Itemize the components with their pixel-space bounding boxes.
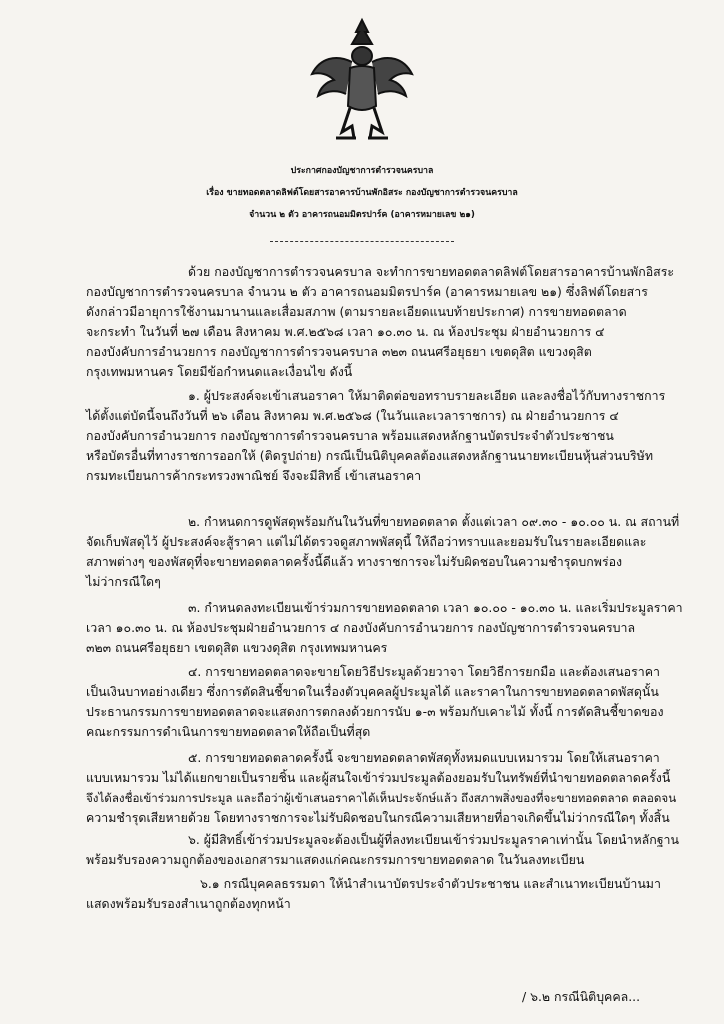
announcement-title: ประกาศกองบัญชาการตำรวจนครบาล xyxy=(290,166,434,176)
body-line: ๖.๑ กรณีบุคคลธรรมดา ให้นำสำเนาบัตรประจำตัวประชาชน และสำเนาทะเบียนบ้านมา xyxy=(200,876,661,891)
body-line: ๒. กำหนดการดูพัสดุพร้อมกันในวันที่ขายทอดตลาด ตั้งแต่เวลา ๐๙.๓๐ - ๑๐.๐๐ น. ณ สถานที่ xyxy=(188,514,680,529)
announcement-header xyxy=(0,160,724,226)
body-line: ไม่ว่ากรณีใดๆ xyxy=(86,574,161,589)
body-line: กรุงเทพมหานคร โดยมีข้อกำหนดและเงื่อนไข ดังนี้ xyxy=(86,364,353,379)
body-line: สภาพต่างๆ ของพัสดุที่จะขายทอดตลาดครั้งนี้ดีแล้ว ทางราชการจะไม่รับผิดชอบในความชำรุดบกพร่อง xyxy=(86,554,623,569)
announcement-subject-line-1: เรื่อง ขายทอดตลาดลิฟต์โดยสารอาคารบ้านพักอิสระ กองบัญชาการตำรวจนครบาล xyxy=(206,188,518,198)
announcement-subject-line-2: จำนวน ๒ ตัว อาคารถนอมมิตรปาร์ค (อาคารหมายเลข ๒๑) xyxy=(249,210,475,220)
garuda-emblem-icon xyxy=(306,14,418,148)
body-line: ประธานกรรมการขายทอดตลาดจะแสดงการตกลงด้วยการนับ ๑-๓ พร้อมกับเคาะไม้ ทั้งนี้ การตัดสินชี้ขาดของ xyxy=(86,704,664,719)
body-line: กองบังคับการอำนวยการ กองบัญชาการตำรวจนครบาล พร้อมแสดงหลักฐานบัตรประจำตัวประชาชน xyxy=(86,428,614,443)
body-line: กรมทะเบียนการค้ากระทรวงพาณิชย์ จึงจะมีสิทธิ์ เข้าเสนอราคา xyxy=(86,468,422,483)
header-divider xyxy=(270,241,454,242)
body-line: คณะกรรมการดำเนินการขายทอดตลาดให้ถือเป็นที่สุด xyxy=(86,724,371,739)
body-line: จะกระทำ ในวันที่ ๒๗ เดือน สิงหาคม พ.ศ.๒๕๖๘ เวลา ๑๐.๓๐ น. ณ ห้องประชุม ฝ่ายอำนวยการ ๔ xyxy=(86,324,605,339)
body-line: หรือบัตรอื่นที่ทางราชการออกให้ (ติดรูปถ่าย) กรณีเป็นนิติบุคคลต้องแสดงหลักฐานนายทะเบียนหุ้นส่วนบริษัท xyxy=(86,448,654,463)
body-line: เวลา ๑๐.๓๐ น. ณ ห้องประชุมฝ่ายอำนวยการ ๔ กองบังคับการอำนวยการ กองบัญชาการตำรวจนครบาล xyxy=(86,620,636,635)
body-line: พร้อมรับรองความถูกต้องของเอกสารมาแสดงแก่คณะกรรมการขายทอดตลาด ในวันลงทะเบียน xyxy=(86,852,585,867)
body-line: จึงได้ลงชื่อเข้าร่วมการประมูล และถือว่าผู้เข้าเสนอราคาได้เห็นประจักษ์แล้ว ถึงสภาพสิ่งของที่จะขายทอดตลาด ตลอดจน xyxy=(86,791,677,805)
body-line: ดังกล่าวมีอายุการใช้งานมานานและเสื่อมสภาพ (ตามรายละเอียดแนบท้ายประกาศ) การขายทอดตลาด xyxy=(86,304,627,319)
body-line: แบบเหมารวม ไม่ได้แยกขายเป็นรายชิ้น และผู้สนใจเข้าร่วมประมูลต้องยอมรับในทรัพย์ที่นำขายทอดตลาดครั้งนี้ xyxy=(86,770,671,785)
body-line: ด้วย กองบัญชาการตำรวจนครบาล จะทำการขายทอดตลาดลิฟต์โดยสารอาคารบ้านพักอิสระ xyxy=(188,264,675,279)
body-line: แสดงพร้อมรับรองสำเนาถูกต้องทุกหน้า xyxy=(86,896,291,911)
body-line: ๖. ผู้มีสิทธิ์เข้าร่วมประมูลจะต้องเป็นผู้ที่ลงทะเบียนเข้าร่วมประมูลราคาเท่านั้น โดยนำหลักฐาน xyxy=(188,832,679,847)
body-line: กองบังคับการอำนวยการ กองบัญชาการตำรวจนครบาล ๓๒๓ ถนนศรีอยุธยา เขตดุสิต แขวงดุสิต xyxy=(86,344,592,359)
body-line: ๑. ผู้ประสงค์จะเข้าเสนอราคา ให้มาติดต่อขอทราบรายละเอียด และลงชื่อไว้กับทางราชการ xyxy=(188,388,666,403)
body-line: จัดเก็บพัสดุไว้ ผู้ประสงค์จะสู้ราคา แต่ไม่ได้ตรวจดูสภาพพัสดุนี้ ให้ถือว่าทราบและยอมรับในรายละเอียดและ xyxy=(86,534,647,549)
body-line: ได้ตั้งแต่บัดนี้จนถึงวันที่ ๒๖ เดือน สิงหาคม พ.ศ.๒๕๖๘ (ในวันและเวลาราชการ) ณ ฝ่ายอำนวยการ ๔ xyxy=(86,408,619,423)
body-line: ๕. การขายทอดตลาดครั้งนี้ จะขายทอดตลาดพัสดุทั้งหมดแบบเหมารวม โดยให้เสนอราคา xyxy=(188,750,660,765)
body-line: ความชำรุดเสียหายด้วย โดยทางราชการจะไม่รับผิดชอบในกรณีความเสียหายที่อาจเกิดขึ้นไม่ว่ากรณีใดๆ ทั้งสิ้น xyxy=(86,810,670,825)
body-line: เป็นเงินบาทอย่างเดียว ซึ่งการตัดสินชี้ขาดในเรื่องตัวบุคคลผู้ประมูลได้ และราคาในการขายทอดตลาดพัสดุนั้น xyxy=(86,684,659,699)
body-line: ๓๒๓ ถนนศรีอยุธยา เขตดุสิต แขวงดุสิต กรุงเทพมหานคร xyxy=(86,640,388,655)
body-line: ๔. การขายทอดตลาดจะขายโดยวิธีประมูลด้วยวาจา โดยวิธีการยกมือ และต้องเสนอราคา xyxy=(188,664,660,679)
continuation-note: / ๖.๒ กรณีนิติบุคคล... xyxy=(522,989,641,1004)
body-line: กองบัญชาการตำรวจนครบาล จำนวน ๒ ตัว อาคารถนอมมิตรปาร์ค (อาคารหมายเลข ๒๑) ซึ่งลิฟต์โดยสาร xyxy=(86,284,648,299)
body-line: ๓. กำหนดลงทะเบียนเข้าร่วมการขายทอดตลาด เวลา ๑๐.๐๐ - ๑๐.๓๐ น. และเริ่มประมูลราคา xyxy=(188,600,683,615)
